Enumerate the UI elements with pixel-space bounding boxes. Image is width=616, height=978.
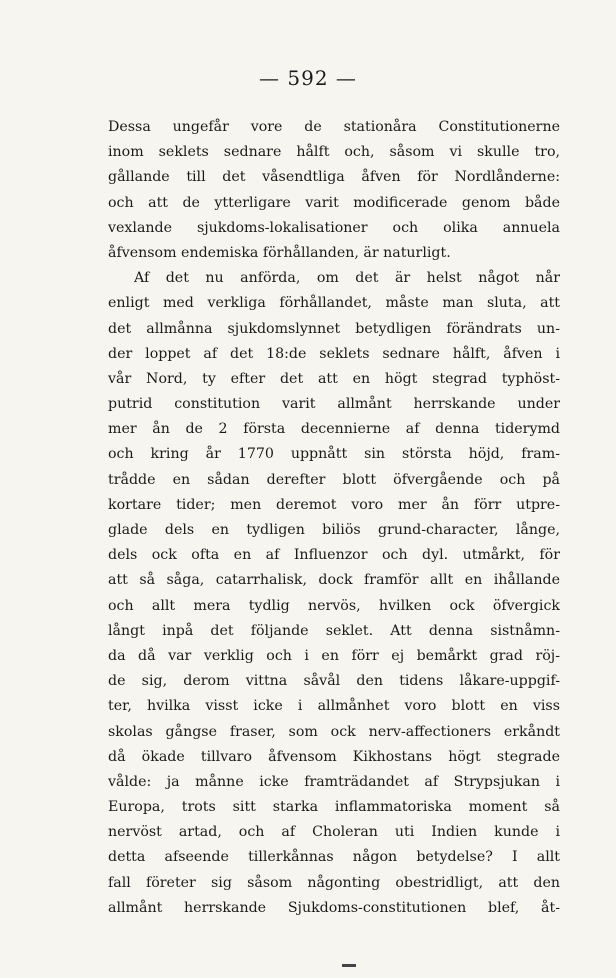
text-line: att så såga, catarrhalisk, dock framför allt en ihållande	[108, 572, 560, 589]
text-line: putrid constitution varit allmånt herrskande under	[108, 396, 560, 413]
text-line: vexlande sjukdoms-lokalisationer och olika annuela	[108, 219, 560, 236]
text-line: och att de ytterligare varit modificerade genom både	[108, 194, 560, 211]
text-line: Af det nu anförda, om det är helst något når	[134, 270, 560, 287]
text-line: Europa, trots sitt starka inflammatoriska moment så	[108, 799, 560, 816]
text-line: trådde en sådan derefter blott öfvergående och på	[108, 471, 560, 488]
text-line: nervöst artad, och af Choleran uti Indien kunde i	[108, 824, 560, 841]
text-line: och kring år 1770 uppnått sin största höjd, fram-	[108, 446, 560, 463]
text-line: gållande till det våsendtliga åfven för Nordlånderne:	[108, 169, 560, 186]
text-line: mer ån de 2 första decennierne af denna tiderymd	[108, 421, 560, 438]
text-line: de sig, derom vittna såvål den tidens låkare-uppgif-	[108, 673, 560, 690]
text-line: detta afseende tillerkånnas någon betydelse? I allt	[108, 849, 560, 866]
text-line: allmånt herrskande Sjukdoms-constitutionen blef, åt-	[108, 899, 560, 916]
text-line: långt inpå det följande seklet. Att denna sistnåmn-	[108, 622, 560, 639]
text-line: det allmånna sjukdomslynnet betydligen förändrats un-	[108, 320, 560, 337]
text-line: enligt med verkliga förhållandet, måste man sluta, att	[108, 295, 560, 312]
text-line: vålde: ja månne icke framträdandet af Strypsjukan i	[108, 773, 560, 790]
body-text	[108, 115, 560, 921]
text-line: Dessa ungefår vore de stationåra Constitutionerne	[108, 119, 560, 135]
text-line: åfvensom endemiska förhållanden, är naturligt.	[108, 244, 451, 261]
text-line: ter, hvilka visst icke i allmånhet voro blott en viss	[108, 698, 560, 715]
text-line: der loppet af det 18:de seklets sednare hålft, åfven i	[108, 345, 560, 362]
text-line: dels ock ofta en af Influenzor och dyl. utmårkt, för	[108, 547, 560, 564]
text-line: inom seklets sednare hålft och, såsom vi skulle tro,	[108, 144, 560, 161]
text-line: kortare tider; men deremot voro mer ån förr utpre-	[108, 496, 560, 513]
page-number: — 592 —	[259, 66, 357, 90]
text-line: glade dels en tydligen biliös grund-character, långe,	[108, 522, 560, 538]
printer-mark	[342, 964, 356, 967]
text-line: och allt mera tydlig nervös, hvilken ock öfvergick	[108, 597, 560, 614]
text-line: skolas gångse fraser, som ock nerv-affectioners erkåndt	[108, 723, 560, 740]
text-line: fall företer sig såsom någonting obestridligt, att den	[108, 874, 560, 891]
text-line: då ökade tillvaro åfvensom Kikhostans högt stegrade	[108, 748, 560, 765]
text-line: vår Nord, ty efter det att en högt stegrad typhöst-	[108, 370, 560, 387]
text-line: da då var verklig och i en förr ej bemårkt grad röj-	[108, 647, 560, 664]
